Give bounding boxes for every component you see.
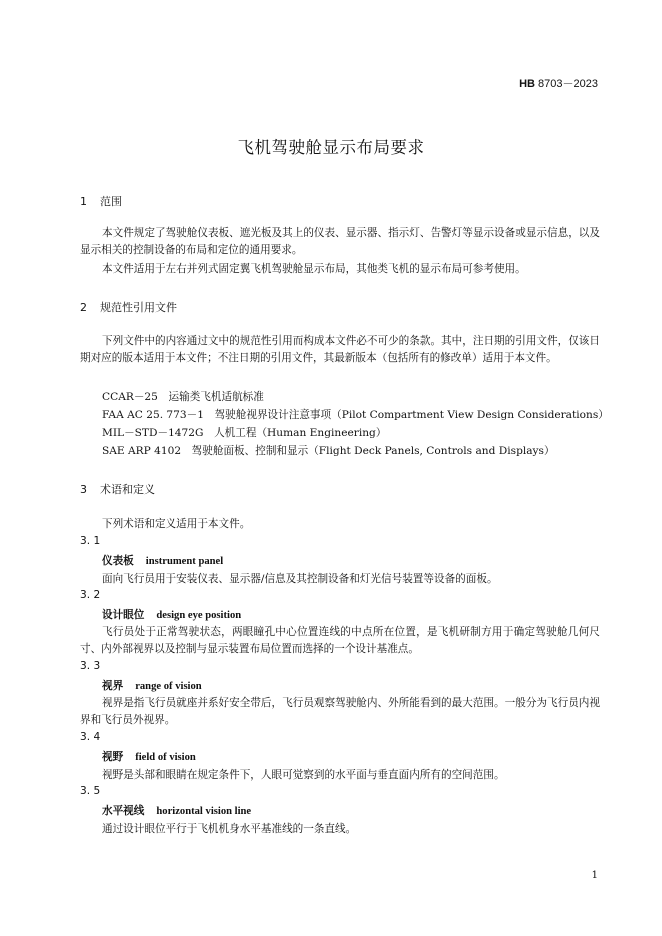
term-definition: 面向飞行员用于安装仪表、显示器/信息及其控制设备和灯光信号装置等设备的面板。 bbox=[102, 573, 498, 585]
term-definition: 飞行员处于正常驾驶状态，两眼瞳孔中心位置连线的中点所在位置，是飞机研制方用于确定驾驶舱几何尺寸、内外部视界以及控制与显示装置布局位置而选择的一个设计基准点。 bbox=[80, 626, 600, 655]
section-1-heading: 1 范围 bbox=[80, 195, 122, 208]
section-2-heading: 2 规范性引用文件 bbox=[80, 301, 177, 314]
term-definition: 视界是指飞行员就座并系好安全带后，飞行员观察驾驶舱内、外所能看到的最大范围。一般分为飞行员内视界和飞行员外视界。 bbox=[80, 697, 600, 726]
section-2-paragraph: 下列文件中的内容通过文中的规范性引用而构成本文件必不可少的条款。其中，注日期的引用文件，仅该日期对应的版本适用于本文件；不注日期的引用文件，其最新版本（包括所有的修改单）适用于本文件。 bbox=[80, 335, 600, 364]
term-number: 3. 4 bbox=[80, 731, 101, 743]
reference-item: SAE ARP 4102 驾驶舱面板、控制和显示（Flight Deck Panels, Controls and Displays） bbox=[102, 445, 555, 457]
reference-item: MIL－STD－1472G 人机工程（Human Engineering） bbox=[102, 427, 387, 439]
reference-item: FAA AC 25. 773－1 驾驶舱视界设计注意事项（Pilot Compartment View Design Considerations） bbox=[102, 409, 609, 421]
reference-item: CCAR－25 运输类飞机适航标准 bbox=[102, 391, 264, 403]
term-heading: 水平视线 horizontal vision line bbox=[102, 805, 252, 817]
term-heading: 仪表板 instrument panel bbox=[102, 555, 224, 567]
term-definition: 通过设计眼位平行于飞机机身水平基准线的一条直线。 bbox=[102, 823, 357, 835]
term-heading: 视野 field of vision bbox=[102, 751, 196, 763]
term-heading: 视界 range of vision bbox=[102, 680, 202, 692]
term-number: 3. 5 bbox=[80, 785, 101, 797]
standard-code: HB 8703－2023 bbox=[519, 78, 598, 90]
term-number: 3. 2 bbox=[80, 589, 101, 601]
page-number: 1 bbox=[591, 870, 598, 881]
term-number: 3. 3 bbox=[80, 660, 101, 672]
section-1-paragraph-1: 本文件规定了驾驶舱仪表板、遮光板及其上的仪表、显示器、指示灯、告警灯等显示设备或显示信息，以及显示相关的控制设备的布局和定位的通用要求。 bbox=[80, 227, 600, 256]
section-1-paragraph-2: 本文件适用于左右并列式固定翼飞机驾驶舱显示布局，其他类飞机的显示布局可参考使用。 bbox=[102, 263, 526, 275]
term-definition: 视野是头部和眼睛在规定条件下，人眼可觉察到的水平面与垂直面内所有的空间范围。 bbox=[102, 769, 505, 781]
term-number: 3. 1 bbox=[80, 535, 101, 547]
document-title: 飞机驾驶舱显示布局要求 bbox=[237, 138, 425, 157]
section-3-heading: 3 术语和定义 bbox=[80, 483, 155, 496]
term-heading: 设计眼位 design eye position bbox=[102, 609, 242, 621]
section-3-intro: 下列术语和定义适用于本文件。 bbox=[102, 518, 251, 530]
